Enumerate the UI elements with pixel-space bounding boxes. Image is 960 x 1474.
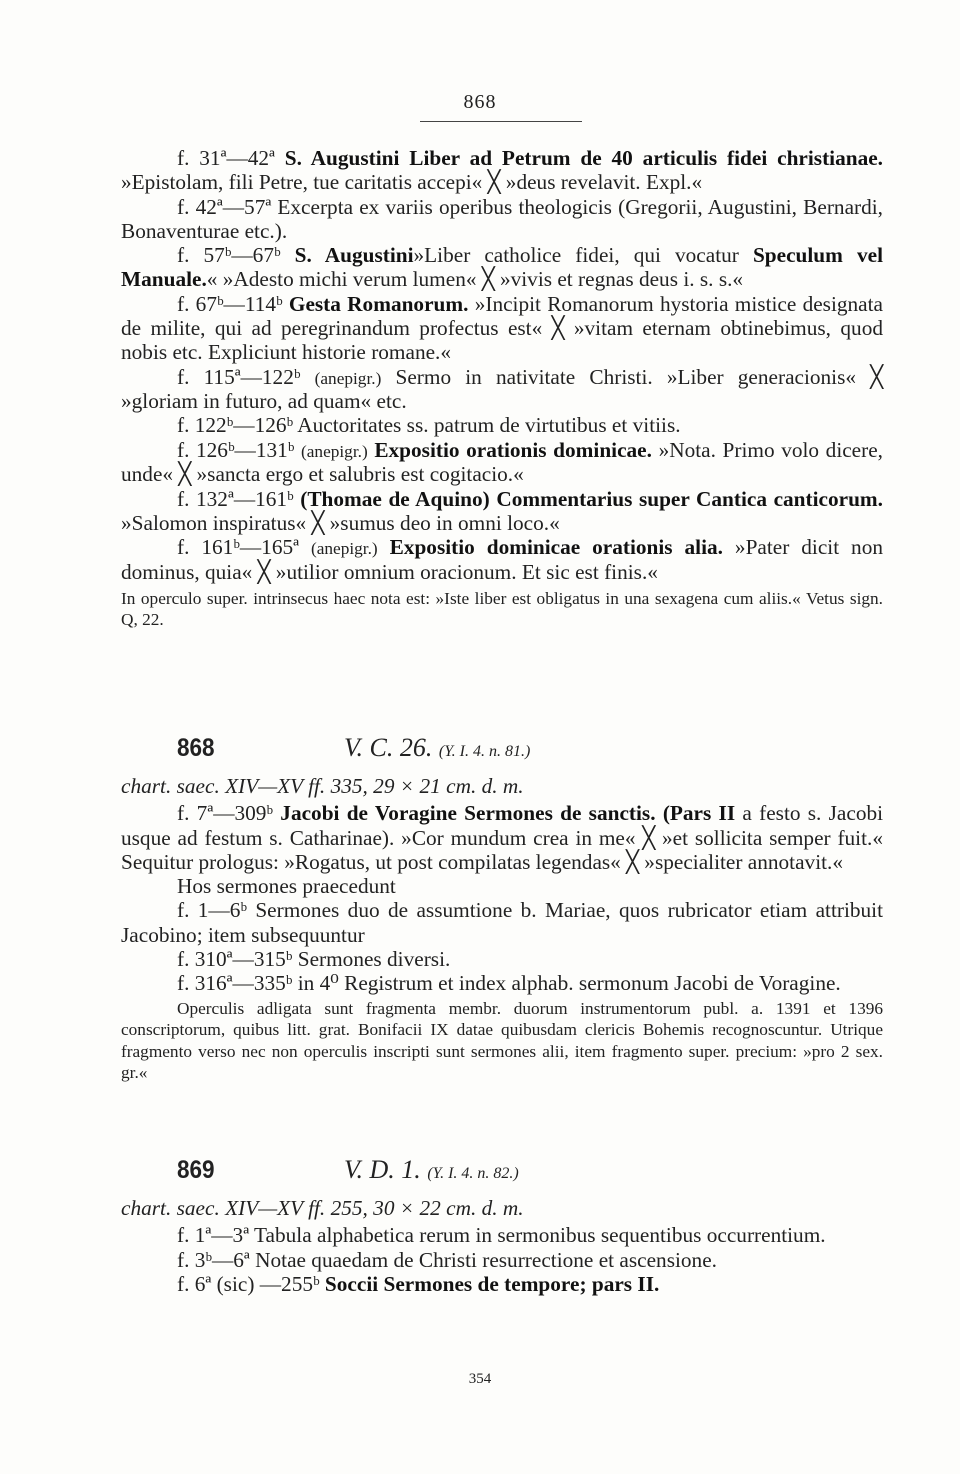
paragraph: f. 6ª (sic) —255ᵇ Soccii Sermones de tempore; pars II. [177, 1271, 660, 1296]
entry-868 [121, 733, 884, 1084]
binding-note: Operculis adligata sunt fragmenta membr. duorum instrumentorum publ. a. 1391 et 1396 conscriptorum, quibus litt. grat. Bonifacii IX datae quibusdam clericis Bohemis recognoscuntur. Utrique fragmento verso nec non operculis inscripti sunt sermones alii, item fragmento super. precium: »pro 2 sex. gr.« [121, 998, 883, 1083]
old-reference: (Y. I. 4. n. 82.) [427, 1165, 519, 1182]
paragraph: f. 57ᵇ—67ᵇ S. Augustini»Liber catholice fidei, qui vocatur Speculum vel Manuale.« »Adesto michi verum lumen« ╳ »vivis et regnas deus i. s. s.« [121, 243, 883, 292]
paragraph: f. 1ª—3ª Tabula alphabetica rerum in sermonibus sequentibus occurrentium. [177, 1223, 826, 1248]
work-title: S. Augustini Liber ad Petrum de 40 articulis fidei christianae. [284, 146, 884, 170]
work-title: Expositio dominicae orationis alia. [389, 535, 723, 560]
paragraph: f. 161ᵇ—165ª (anepigr.) Expositio dominicae orationis alia. »Pater dicit non dominus, quia« ╳ »utilior omnium oracionum. Et sic est finis.« [121, 535, 883, 584]
work-title: S. Augustini [294, 243, 414, 268]
physical-description: chart. saec. XIV—XV ff. 335, 29 × 21 cm. d. m. [121, 774, 524, 798]
header-rule [420, 121, 582, 122]
entry-867-continuation [121, 146, 883, 631]
work-title: Expositio orationis dominicae. [374, 437, 652, 462]
shelfmark: V. C. 26. (Y. I. 4. n. 81.) [344, 733, 531, 762]
entry-heading [121, 733, 883, 774]
entry-number: 869 [177, 1156, 215, 1184]
paragraph: f. 42ª—57ª Excerpta ex variis operibus theologicis (Gregorii, Augustini, Bernardi, Bonaventurae etc.). [121, 194, 883, 243]
entry-number: 868 [177, 734, 215, 762]
shelfmark: V. D. 1. (Y. I. 4. n. 82.) [344, 1155, 519, 1184]
paragraph: f. 3ᵇ—6ª Notae quaedam de Christi resurrectione et ascensione. [177, 1247, 717, 1272]
paragraph: f. 126ᵇ—131ᵇ (anepigr.) Expositio orationis dominicae. »Nota. Primo volo dicere, unde« ╳ »sancta ergo et salubris est cogitacio.« [121, 437, 884, 487]
work-title: Soccii Sermones de tempore; pars II. [324, 1271, 660, 1296]
paragraph: Hos sermones praecedunt [177, 874, 396, 899]
page-number-header: 868 [463, 91, 497, 113]
paragraph: f. 1—6ᵇ Sermones duo de assumtione b. Mariae, quos rubricator etiam attribuit Jacobino; item subsequuntur [121, 898, 883, 947]
entry-869 [121, 1155, 883, 1296]
entry-heading [121, 1155, 883, 1196]
paragraph: f. 316ª—335ᵇ in 4⁰ Registrum et index alphab. sermonum Jacobi de Voragine. [177, 971, 841, 996]
work-title: Jacobi de Voragine Sermones de sanctis. [280, 801, 656, 826]
paragraph: f. 132ª—161ᵇ (Thomae de Aquino) Commentarius super Cantica canticorum. »Salomon inspiratus« ╳ »sumus deo in omni loco.« [121, 486, 883, 535]
work-title: (Thomae de Aquino) Commentarius super Cantica canticorum. [300, 486, 883, 511]
binding-note: In operculo super. intrinsecus haec nota est: »Iste liber est obligatus in una sexagena cum aliis.« Vetus sign. Q, 22. [121, 588, 883, 630]
work-title: Gesta Romanorum. [288, 291, 469, 316]
paragraph: f. 122ᵇ—126ᵇ Auctoritates ss. patrum de virtutibus et vitiis. [177, 413, 681, 438]
work-title: Speculum vel Manuale. [121, 243, 883, 292]
paragraph: f. 31ª—42ª S. Augustini Liber ad Petrum de 40 articulis fidei christianae. »Epistolam, fili Petre, tue caritatis accepi« ╳ »deus revelavit. Expl.« [121, 146, 884, 195]
paragraph: f. 67ᵇ—114ᵇ Gesta Romanorum. »Incipit Romanorum hystoria mistice designata de milite, qui ad peregrinandum profectus est« ╳ »vitam eternam obtinebimus, quod nobis etc. Expliciunt historie romane.« [121, 291, 883, 365]
old-reference: (Y. I. 4. n. 81.) [438, 743, 531, 760]
paragraph: f. 310ª—315ᵇ Sermones diversi. [177, 947, 451, 972]
physical-description: chart. saec. XIV—XV ff. 255, 30 × 22 cm. d. m. [121, 1196, 524, 1220]
page-number-footer: 354 [468, 1371, 492, 1387]
paragraph: f. 7ª—309ᵇ Jacobi de Voragine Sermones de sanctis. (Pars II a festo s. Jacobi usque ad festum s. Catharinae). »Cor mundum crea in me« ╳ »et sollicita semper fuit.« Sequitur prologus: »Rogatus, ut post compilatas legendas« ╳ »specialiter annotavit.« [121, 801, 884, 874]
paragraph: f. 115ª—122ᵇ (anepigr.) Sermo in nativitate Christi. »Liber generacionis« ╳ »gloriam in futuro, ad quam« etc. [121, 364, 884, 414]
